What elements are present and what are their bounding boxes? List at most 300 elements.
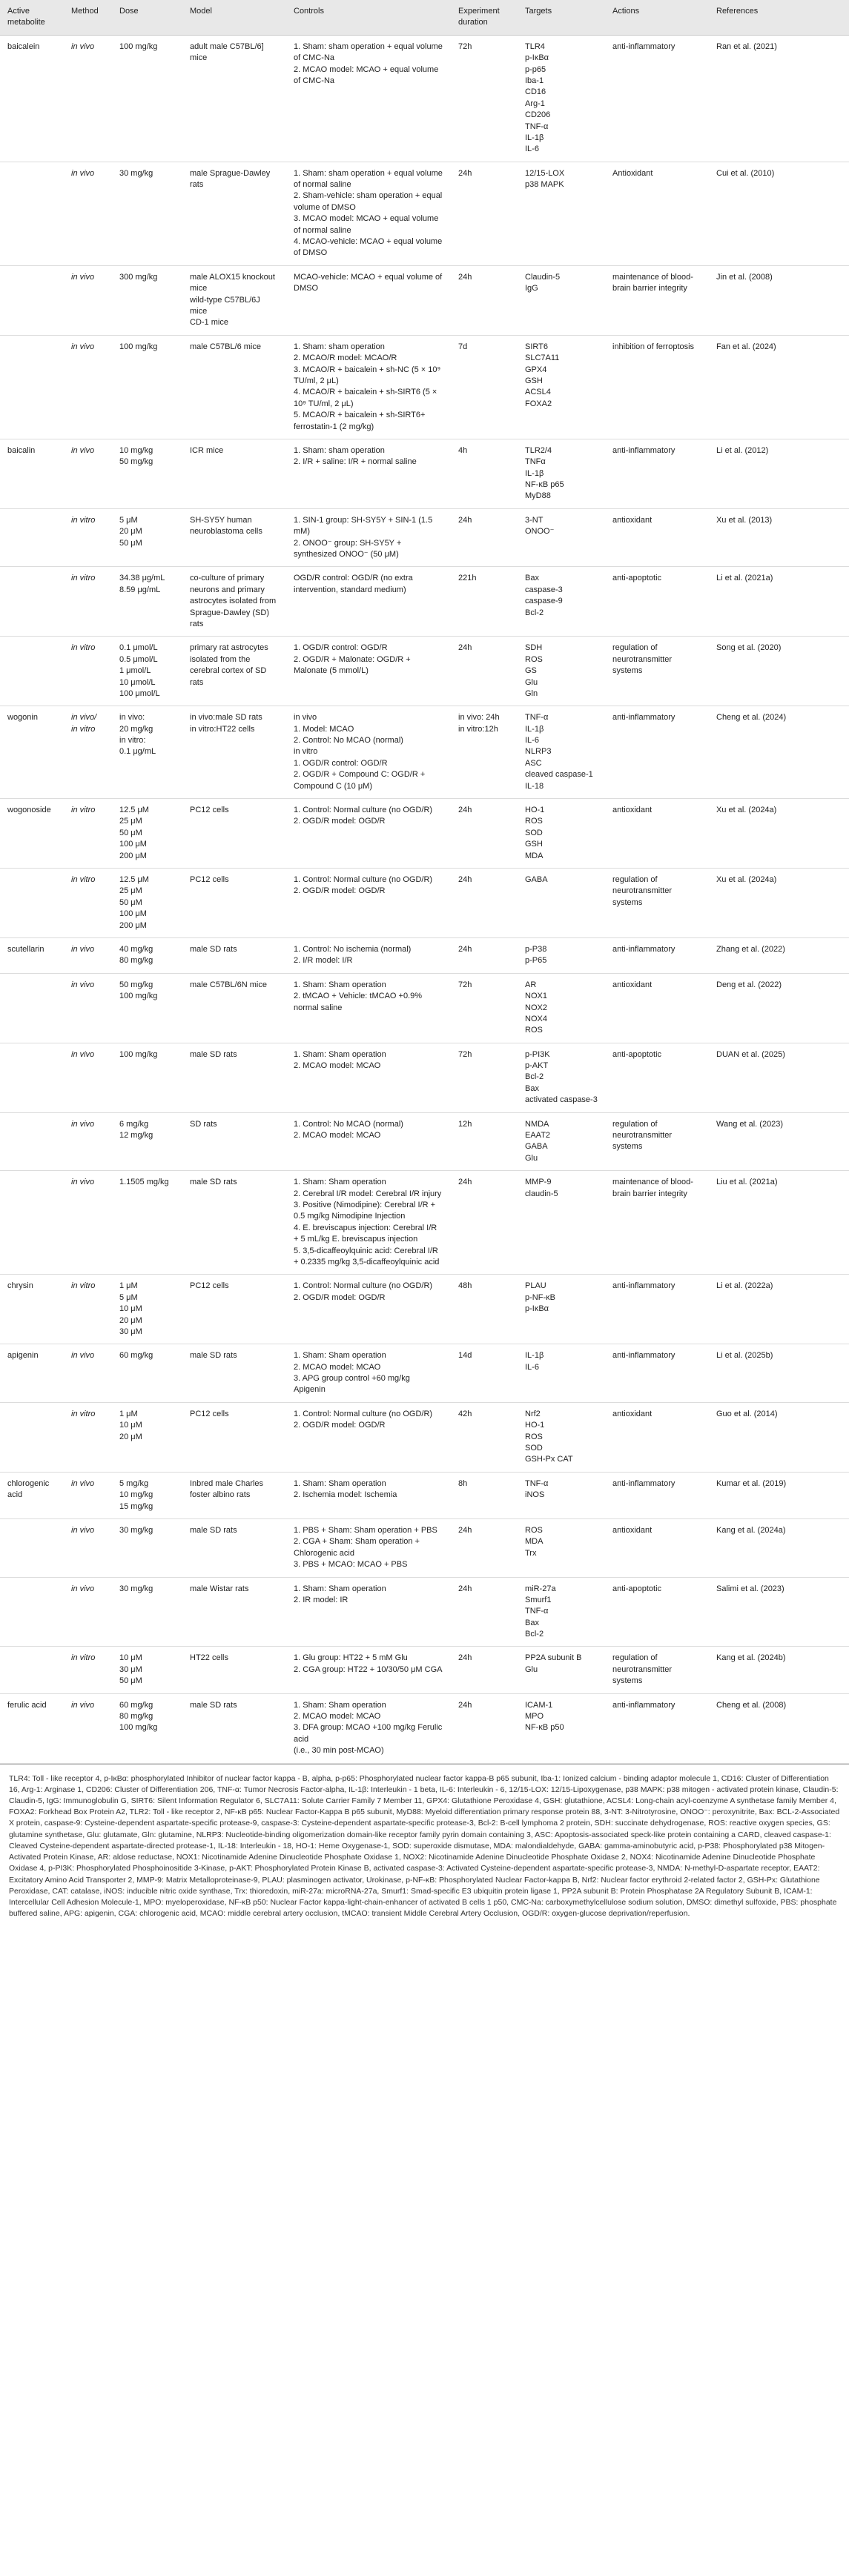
cell-targets-line: NMDA xyxy=(525,1119,549,1129)
cell-model-line: male SD rats xyxy=(190,1178,237,1187)
cell-model xyxy=(182,706,286,799)
cell-targets-line: Glu xyxy=(525,677,538,687)
cell-model xyxy=(182,508,286,567)
cell-dose xyxy=(112,1472,182,1518)
cell-experiment-duration-line: 24h xyxy=(458,1700,472,1710)
cell-dose-line: 10 μM xyxy=(119,1421,142,1430)
cell-method-line: in vivo xyxy=(71,944,95,954)
table-row xyxy=(0,162,849,265)
cell-model xyxy=(182,162,286,265)
cell-actions xyxy=(605,508,709,567)
cell-dose-line: 1 μM xyxy=(119,1409,138,1418)
cell-targets-line: Bax xyxy=(525,1618,539,1627)
cell-controls xyxy=(286,1518,451,1577)
cell-controls xyxy=(286,973,451,1043)
cell-targets-line: NOX1 xyxy=(525,992,547,1001)
cell-dose-line: 100 mg/kg xyxy=(119,1049,158,1059)
cell-controls-line: 5. 3,5-dicaffeoylquinic acid: Cerebral I/R + 0.2335 mg/kg 3,5-dicaffeoylquinic acid xyxy=(294,1246,440,1267)
table-row xyxy=(0,1344,849,1403)
cell-targets xyxy=(518,869,605,938)
cell-actions-line: antioxidant xyxy=(612,980,653,989)
cell-experiment-duration xyxy=(451,637,518,706)
cell-model-line: wild-type C57BL/6J mice xyxy=(190,295,262,316)
cell-dose xyxy=(112,1402,182,1472)
cell-model xyxy=(182,567,286,637)
cell-model-line: male Sprague-Dawley rats xyxy=(190,168,273,190)
cell-reference: Zhang et al. (2022) xyxy=(709,937,849,973)
cell-actions-line: regulation of neurotransmitter systems xyxy=(612,875,675,907)
cell-dose xyxy=(112,567,182,637)
cell-active-metabolite: baicalin xyxy=(0,439,64,508)
cell-dose xyxy=(112,1577,182,1647)
cell-dose-line: 15 mg/kg xyxy=(119,1501,153,1511)
cell-experiment-duration-line: 7d xyxy=(458,342,468,351)
cell-dose-line: 30 mg/kg xyxy=(119,1584,153,1593)
cell-dose xyxy=(112,1518,182,1577)
cell-experiment-duration xyxy=(451,1112,518,1171)
cell-experiment-duration xyxy=(451,335,518,439)
cell-dose xyxy=(112,869,182,938)
cell-model-line: PC12 cells xyxy=(190,875,229,884)
cell-active-metabolite xyxy=(0,637,64,706)
cell-targets-line: MDA xyxy=(525,1537,544,1547)
cell-targets-line: SLC7A11 xyxy=(525,353,560,363)
cell-reference: Xu et al. (2024a) xyxy=(709,799,849,869)
cell-actions-line: regulation of neurotransmitter systems xyxy=(612,643,675,676)
cell-targets-line: NF-κB p65 xyxy=(525,480,564,490)
cell-dose-line: 10 μM xyxy=(119,1653,142,1663)
cell-controls-line: 3. Positive (Nimodipine): Cerebral I/R + 0.5 mg/kg Nimodipine Injection xyxy=(294,1200,438,1221)
cell-reference: Song et al. (2020) xyxy=(709,637,849,706)
cell-controls xyxy=(286,1043,451,1112)
cell-active-metabolite xyxy=(0,335,64,439)
cell-experiment-duration xyxy=(451,1171,518,1275)
cell-experiment-duration-line: 24h xyxy=(458,806,472,815)
cell-controls-line: 1. Control: Normal culture (no OGD/R) xyxy=(294,806,433,815)
cell-reference: Cheng et al. (2008) xyxy=(709,1693,849,1763)
cell-actions-line: anti-inflammatory xyxy=(612,1351,675,1361)
cell-actions xyxy=(605,1112,709,1171)
cell-controls xyxy=(286,567,451,637)
cell-targets-line: GABA xyxy=(525,875,548,884)
cell-controls-line: in vivo xyxy=(294,713,317,723)
cell-controls xyxy=(286,162,451,265)
cell-controls-line: 2. Sham-vehicle: sham operation + equal volume of DMSO xyxy=(294,191,445,212)
cell-dose-line: 50 mg/kg xyxy=(119,980,153,989)
cell-targets-line: ROS xyxy=(525,654,543,664)
cell-controls-line: 1. Sham: Sham operation xyxy=(294,980,386,989)
cell-experiment-duration-line: 12h xyxy=(458,1119,472,1129)
cell-controls-line: 1. Control: Normal culture (no OGD/R) xyxy=(294,875,433,884)
table-row xyxy=(0,1472,849,1518)
cell-dose xyxy=(112,973,182,1043)
table-body xyxy=(0,35,849,1763)
cell-active-metabolite: chrysin xyxy=(0,1275,64,1344)
cell-experiment-duration xyxy=(451,869,518,938)
table-row xyxy=(0,799,849,869)
cell-dose xyxy=(112,1112,182,1171)
cell-controls-line: 2. MCAO model: MCAO xyxy=(294,1712,381,1722)
table-row xyxy=(0,1112,849,1171)
cell-active-metabolite xyxy=(0,265,64,335)
cell-model-line: male SD rats xyxy=(190,1049,237,1059)
cell-actions xyxy=(605,162,709,265)
cell-targets-line: IL-18 xyxy=(525,781,544,791)
cell-experiment-duration-line: 24h xyxy=(458,643,472,653)
cell-targets-line: caspase-9 xyxy=(525,597,563,606)
cell-experiment-duration xyxy=(451,265,518,335)
cell-targets-line: Bcl-2 xyxy=(525,1630,544,1639)
cell-targets xyxy=(518,637,605,706)
cell-model-line: SD rats xyxy=(190,1119,217,1129)
cell-model-line: in vitro:HT22 cells xyxy=(190,724,255,734)
cell-dose-line: 0.1 μg/mL xyxy=(119,747,156,757)
cell-experiment-duration-line: 4h xyxy=(458,445,468,455)
cell-controls-line: 3. PBS + MCAO: MCAO + PBS xyxy=(294,1560,408,1570)
cell-experiment-duration-line: 24h xyxy=(458,1525,472,1535)
cell-controls-line: 2. MCAO model: MCAO + equal volume of CMC-Na xyxy=(294,64,441,85)
cell-controls-line: 3. APG group control +60 mg/kg Apigenin xyxy=(294,1374,412,1395)
cell-targets-line: Gln xyxy=(525,688,538,698)
cell-controls-line: 2. Control: No MCAO (normal) xyxy=(294,736,403,746)
cell-method-line: in vitro xyxy=(71,875,96,884)
cell-controls xyxy=(286,508,451,567)
cell-experiment-duration-line: 24h xyxy=(458,168,472,178)
cell-targets-line: SIRT6 xyxy=(525,342,548,351)
cell-active-metabolite xyxy=(0,1171,64,1275)
cell-dose-line: 30 mg/kg xyxy=(119,168,153,178)
cell-actions-line: anti-apoptotic xyxy=(612,1584,662,1593)
cell-targets-line: claudin-5 xyxy=(525,1189,558,1198)
table-row xyxy=(0,973,849,1043)
cell-actions xyxy=(605,1043,709,1112)
cell-controls-line: 1. Control: Normal culture (no OGD/R) xyxy=(294,1281,433,1291)
cell-targets xyxy=(518,1344,605,1403)
cell-targets-line: NOX4 xyxy=(525,1014,547,1023)
cell-reference: Li et al. (2012) xyxy=(709,439,849,508)
cell-model-line: PC12 cells xyxy=(190,1281,229,1291)
cell-method-line: in vivo xyxy=(71,272,95,282)
cell-model xyxy=(182,1275,286,1344)
cell-model xyxy=(182,799,286,869)
table-row xyxy=(0,1402,849,1472)
header-experiment-duration: Experiment duration xyxy=(451,0,518,35)
cell-controls-line: 2. tMCAO + Vehicle: tMCAO +0.9% normal saline xyxy=(294,992,425,1012)
cell-targets xyxy=(518,439,605,508)
table-row xyxy=(0,1043,849,1112)
cell-controls-line: 3. MCAO/R + baicalein + sh-NC (5 × 10⁹ TU/ml, 2 μL) xyxy=(294,365,443,385)
cell-model-line: adult male C57BL/6] mice xyxy=(190,42,266,63)
cell-experiment-duration-line: in vitro:12h xyxy=(458,724,498,734)
cell-dose xyxy=(112,1344,182,1403)
cell-method xyxy=(64,937,112,973)
cell-active-metabolite xyxy=(0,1647,64,1693)
cell-method xyxy=(64,637,112,706)
cell-dose-line: 8.59 μg/mL xyxy=(119,585,161,594)
cell-experiment-duration xyxy=(451,162,518,265)
header-targets: Targets xyxy=(518,0,605,35)
cell-dose-line: 5 μM xyxy=(119,1292,138,1302)
cell-dose-line: 100 μM xyxy=(119,840,147,849)
header-row xyxy=(0,0,849,35)
cell-model-line: male SD rats xyxy=(190,1525,237,1535)
table-row xyxy=(0,1647,849,1693)
cell-method-line: in vivo xyxy=(71,445,95,455)
cell-reference: Liu et al. (2021a) xyxy=(709,1171,849,1275)
cell-targets-line: TNF-α xyxy=(525,122,549,131)
cell-targets-line: IL-1β xyxy=(525,133,544,142)
cell-targets xyxy=(518,1577,605,1647)
cell-dose-line: 50 μM xyxy=(119,1676,142,1686)
cell-targets-line: ROS xyxy=(525,1026,543,1035)
cell-method xyxy=(64,973,112,1043)
cell-controls xyxy=(286,706,451,799)
cell-targets-line: Arg-1 xyxy=(525,99,545,108)
cell-controls-line: 2. OGD/R model: OGD/R xyxy=(294,1292,386,1302)
cell-dose xyxy=(112,1275,182,1344)
cell-dose-line: 20 μM xyxy=(119,527,142,537)
cell-method-line: in vitro xyxy=(71,574,96,583)
cell-targets xyxy=(518,799,605,869)
cell-controls-line: 1. SIN-1 group: SH-SY5Y + SIN-1 (1.5 mM) xyxy=(294,515,435,537)
cell-controls-line: 1. Sham: sham operation + equal volume of CMC-Na xyxy=(294,42,445,63)
cell-controls-line: 5. MCAO/R + baicalein + sh-SIRT6+ ferrostatin-1 (2 mg/kg) xyxy=(294,411,428,431)
cell-experiment-duration xyxy=(451,706,518,799)
cell-targets xyxy=(518,162,605,265)
cell-targets xyxy=(518,937,605,973)
table-row xyxy=(0,869,849,938)
cell-model xyxy=(182,1647,286,1693)
cell-targets-line: iNOS xyxy=(525,1490,545,1500)
cell-model-line: Inbred male Charles foster albino rats xyxy=(190,1478,266,1500)
cell-controls xyxy=(286,1275,451,1344)
cell-model-line: male C57BL/6N mice xyxy=(190,980,267,989)
cell-model-line: male SD rats xyxy=(190,1700,237,1710)
cell-targets xyxy=(518,265,605,335)
cell-actions-line: anti-apoptotic xyxy=(612,574,662,583)
cell-experiment-duration xyxy=(451,1577,518,1647)
cell-dose xyxy=(112,799,182,869)
cell-dose xyxy=(112,637,182,706)
cell-controls-line: (i.e., 30 min post-MCAO) xyxy=(294,1746,384,1756)
cell-actions-line: antioxidant xyxy=(612,1525,653,1535)
cell-method xyxy=(64,439,112,508)
cell-model xyxy=(182,1112,286,1171)
cell-actions-line: anti-inflammatory xyxy=(612,445,675,455)
cell-actions-line: antioxidant xyxy=(612,806,653,815)
cell-method-line: in vivo xyxy=(71,1049,95,1059)
cell-reference: Wang et al. (2023) xyxy=(709,1112,849,1171)
cell-reference: Ran et al. (2021) xyxy=(709,35,849,162)
cell-controls-line: 1. Sham: Sham operation xyxy=(294,1351,386,1361)
cell-dose-line: 100 μM xyxy=(119,909,147,919)
cell-actions-line: regulation of neurotransmitter systems xyxy=(612,1119,675,1152)
cell-actions-line: anti-inflammatory xyxy=(612,42,675,51)
cell-experiment-duration xyxy=(451,567,518,637)
cell-controls-line: 2. OGD/R model: OGD/R xyxy=(294,1421,386,1430)
cell-model-line: CD-1 mice xyxy=(190,318,228,328)
table-row xyxy=(0,637,849,706)
cell-actions xyxy=(605,265,709,335)
cell-actions xyxy=(605,637,709,706)
cell-controls-line: 2. MCAO model: MCAO xyxy=(294,1061,381,1071)
cell-actions-line: maintenance of blood-brain barrier integrity xyxy=(612,1178,693,1198)
cell-targets-line: Claudin-5 xyxy=(525,272,561,282)
cell-controls xyxy=(286,265,451,335)
cell-targets-line: IL-1β xyxy=(525,1351,544,1361)
cell-active-metabolite: wogonoside xyxy=(0,799,64,869)
cell-method-line: in vivo xyxy=(71,1351,95,1361)
cell-targets xyxy=(518,1043,605,1112)
cell-targets-line: TNF-α xyxy=(525,713,549,723)
cell-actions-line: anti-inflammatory xyxy=(612,944,675,954)
cell-targets xyxy=(518,1693,605,1763)
cell-method-line: in vitro xyxy=(71,643,96,653)
cell-targets-line: HO-1 xyxy=(525,1421,545,1430)
cell-active-metabolite: baicalein xyxy=(0,35,64,162)
cell-dose-line: 30 μM xyxy=(119,1327,142,1336)
cell-controls-line: 2. OGD/R + Compound C: OGD/R + Compound C (10 μM) xyxy=(294,770,428,791)
cell-targets-line: GABA xyxy=(525,1142,548,1152)
cell-actions xyxy=(605,1344,709,1403)
cell-controls-line: in vitro xyxy=(294,747,318,757)
cell-model xyxy=(182,1472,286,1518)
cell-actions xyxy=(605,973,709,1043)
cell-targets-line: NOX2 xyxy=(525,1003,547,1012)
cell-actions-line: anti-inflammatory xyxy=(612,1281,675,1291)
cell-experiment-duration-line: 221h xyxy=(458,574,477,583)
cell-experiment-duration-line: 24h xyxy=(458,944,472,954)
cell-targets-line: Bax xyxy=(525,574,539,583)
cell-controls xyxy=(286,799,451,869)
cell-method xyxy=(64,35,112,162)
cell-reference: Li et al. (2021a) xyxy=(709,567,849,637)
cell-controls-line: 2. CGA group: HT22 + 10/30/50 μM CGA xyxy=(294,1664,443,1674)
cell-targets-line: SDH xyxy=(525,643,543,653)
cell-controls xyxy=(286,1402,451,1472)
cell-model-line: primary rat astrocytes isolated from the cerebral cortex of SD rats xyxy=(190,643,271,687)
cell-active-metabolite: apigenin xyxy=(0,1344,64,1403)
cell-targets-line: TNF-α xyxy=(525,1478,549,1488)
cell-actions-line: regulation of neurotransmitter systems xyxy=(612,1653,675,1686)
cell-reference: Jin et al. (2008) xyxy=(709,265,849,335)
cell-controls-line: 2. OGD/R + Malonate: OGD/R + Malonate (5 mmol/L) xyxy=(294,654,413,676)
table-row xyxy=(0,567,849,637)
cell-actions-line: Antioxidant xyxy=(612,168,653,178)
cell-targets xyxy=(518,706,605,799)
cell-dose-line: 100 mg/kg xyxy=(119,992,158,1001)
header-controls: Controls xyxy=(286,0,451,35)
cell-targets-line: activated caspase-3 xyxy=(525,1095,598,1105)
cell-actions xyxy=(605,869,709,938)
cell-active-metabolite xyxy=(0,1043,64,1112)
cell-targets xyxy=(518,1402,605,1472)
cell-dose-line: 20 μM xyxy=(119,1315,142,1325)
cell-method-line: in vitro xyxy=(71,1409,96,1418)
cell-dose-line: 5 mg/kg xyxy=(119,1478,149,1488)
cell-experiment-duration-line: 8h xyxy=(458,1478,468,1488)
cell-targets xyxy=(518,1112,605,1171)
cell-actions xyxy=(605,1171,709,1275)
cell-actions xyxy=(605,35,709,162)
cell-experiment-duration xyxy=(451,799,518,869)
cell-method xyxy=(64,1577,112,1647)
cell-targets-line: Trx xyxy=(525,1548,537,1558)
cell-active-metabolite: scutellarin xyxy=(0,937,64,973)
cell-controls-line: 4. E. breviscapus injection: Cerebral I/R + 5 mL/kg E. breviscapus injection xyxy=(294,1223,440,1244)
cell-actions xyxy=(605,799,709,869)
cell-targets-line: SOD xyxy=(525,828,543,837)
cell-targets-line: GSH xyxy=(525,840,543,849)
cell-reference: Fan et al. (2024) xyxy=(709,335,849,439)
cell-actions-line: inhibition of ferroptosis xyxy=(612,342,695,351)
cell-actions xyxy=(605,1402,709,1472)
cell-experiment-duration xyxy=(451,439,518,508)
cell-targets-line: p-NF-κB xyxy=(525,1292,555,1302)
cell-reference: Kang et al. (2024a) xyxy=(709,1518,849,1577)
cell-dose xyxy=(112,706,182,799)
cell-experiment-duration xyxy=(451,1043,518,1112)
cell-targets xyxy=(518,508,605,567)
cell-targets-line: p-IκBα xyxy=(525,53,549,63)
cell-dose-line: 30 μM xyxy=(119,1664,142,1674)
cell-reference: Li et al. (2025b) xyxy=(709,1344,849,1403)
cell-reference: Kang et al. (2024b) xyxy=(709,1647,849,1693)
cell-targets xyxy=(518,35,605,162)
cell-method xyxy=(64,1171,112,1275)
cell-controls-line: 2. IR model: IR xyxy=(294,1595,348,1604)
cell-targets-line: TLR2/4 xyxy=(525,445,552,455)
cell-experiment-duration-line: 72h xyxy=(458,42,472,51)
header-references: References xyxy=(709,0,849,35)
cell-experiment-duration xyxy=(451,1693,518,1763)
cell-method xyxy=(64,799,112,869)
cell-controls-line: 2. MCAO model: MCAO xyxy=(294,1362,381,1372)
cell-experiment-duration-line: 72h xyxy=(458,980,472,989)
cell-targets-line: NF-κB p50 xyxy=(525,1723,564,1733)
cell-actions xyxy=(605,1518,709,1577)
cell-method xyxy=(64,1472,112,1518)
cell-controls-line: 2. MCAO model: MCAO xyxy=(294,1131,381,1141)
cell-dose-line: 100 μmol/L xyxy=(119,688,160,698)
table-header xyxy=(0,0,849,35)
cell-model xyxy=(182,937,286,973)
cell-actions-line: anti-inflammatory xyxy=(612,1478,675,1488)
cell-actions-line: anti-apoptotic xyxy=(612,1049,662,1059)
cell-model xyxy=(182,1693,286,1763)
cell-controls-line: 3. DFA group: MCAO +100 mg/kg Ferulic acid xyxy=(294,1723,445,1744)
cell-dose-line: 1 μM xyxy=(119,1281,138,1291)
cell-reference: Xu et al. (2024a) xyxy=(709,869,849,938)
cell-active-metabolite xyxy=(0,1577,64,1647)
cell-dose-line: 20 mg/kg xyxy=(119,724,153,734)
cell-method-line: in vivo xyxy=(71,1119,95,1129)
table-row xyxy=(0,706,849,799)
cell-controls xyxy=(286,35,451,162)
cell-actions xyxy=(605,1275,709,1344)
cell-controls-line: 2. Ischemia model: Ischemia xyxy=(294,1490,397,1500)
cell-controls xyxy=(286,1171,451,1275)
cell-targets-line: GSH-Px CAT xyxy=(525,1455,573,1464)
cell-model xyxy=(182,1402,286,1472)
cell-dose xyxy=(112,1043,182,1112)
cell-method-line: in vivo xyxy=(71,1178,95,1187)
cell-dose-line: 100 mg/kg xyxy=(119,342,158,351)
cell-dose xyxy=(112,265,182,335)
cell-targets-line: HO-1 xyxy=(525,806,545,815)
cell-targets-line: Smurf1 xyxy=(525,1595,552,1604)
cell-targets-line: Glu xyxy=(525,1153,538,1163)
